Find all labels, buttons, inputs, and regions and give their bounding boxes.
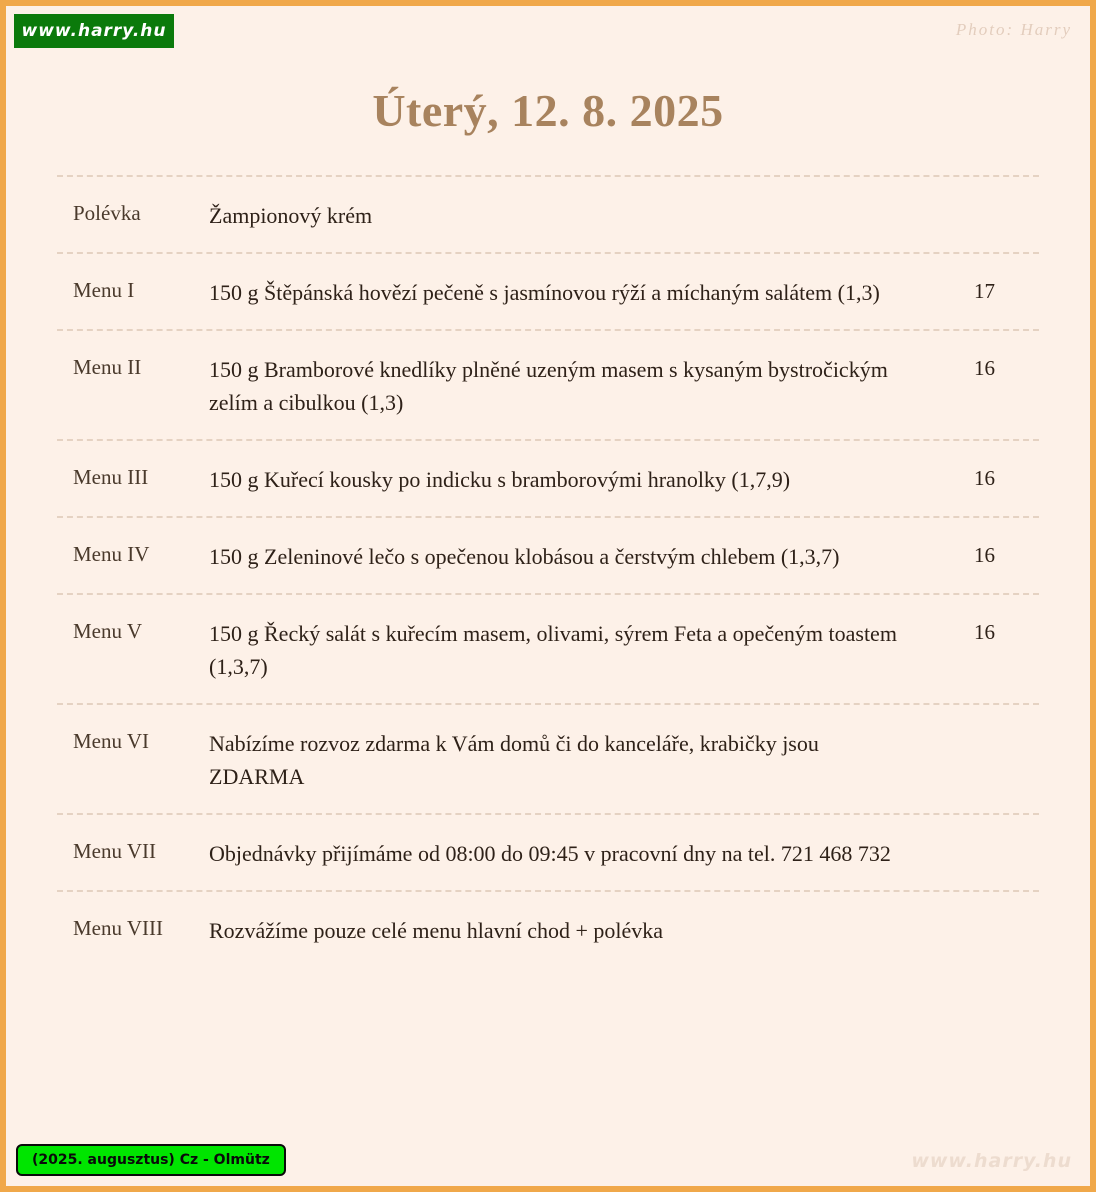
menu-item-description: Nabízíme rozvoz zdarma k Vám domů či do kanceláře, krabičky jsou ZDARMA	[209, 731, 819, 789]
table-row	[57, 252, 1039, 329]
menu-item-label: Menu VIII	[73, 916, 164, 940]
table-row	[57, 439, 1039, 516]
menu-item-description: 150 g Kuřecí kousky po indicku s bramborovými hranolky (1,7,9)	[209, 467, 791, 492]
menu-item-description: Žampionový krém	[209, 203, 373, 228]
table-row	[57, 329, 1039, 439]
menu-item-label: Menu II	[73, 355, 142, 379]
photo-credit-watermark: Photo: Harry	[955, 20, 1072, 39]
menu-item-description: 150 g Zeleninové lečo s opečenou klobásou a čerstvým chlebem (1,3,7)	[209, 544, 840, 569]
table-row	[57, 890, 1039, 967]
table-row	[57, 175, 1039, 252]
menu-item-price: 16	[974, 620, 995, 644]
menu-item-label: Polévka	[73, 201, 141, 225]
site-watermark-bottom-right: www.harry.hu	[911, 1150, 1072, 1172]
menu-item-description: 150 g Štěpánská hovězí pečeně s jasmínovou rýží a míchaným salátem (1,3)	[209, 280, 880, 305]
page-title: Úterý, 12. 8. 2025	[372, 85, 724, 136]
table-row	[57, 813, 1039, 890]
menu-item-label: Menu V	[73, 619, 143, 643]
menu-item-label: Menu VII	[73, 839, 157, 863]
menu-item-description: 150 g Řecký salát s kuřecím masem, olivami, sýrem Feta a opečeným toastem (1,3,7)	[209, 621, 897, 679]
menu-item-description: Rozvážíme pouze celé menu hlavní chod + polévka	[209, 918, 664, 943]
table-row	[57, 593, 1039, 703]
menu-item-price: 17	[974, 279, 995, 303]
menu-item-label: Menu III	[73, 465, 149, 489]
menu-item-price: 16	[974, 466, 995, 490]
menu-table	[57, 137, 1039, 967]
status-badge: (2025. augusztus) Cz - Olmütz	[16, 1144, 286, 1176]
menu-item-description: Objednávky přijímáme od 08:00 do 09:45 v pracovní dny na tel. 721 468 732	[209, 841, 891, 866]
menu-item-label: Menu I	[73, 278, 135, 302]
menu-item-label: Menu VI	[73, 729, 150, 753]
menu-item-price: 16	[974, 356, 995, 380]
menu-item-label: Menu IV	[73, 542, 150, 566]
menu-item-price: 16	[974, 543, 995, 567]
table-row	[57, 703, 1039, 813]
site-watermark-top-left: www.harry.hu	[14, 14, 174, 48]
menu-item-description: 150 g Bramborové knedlíky plněné uzeným masem s kysaným bystročickým zelím a cibulkou (1,3)	[209, 357, 888, 415]
table-row	[57, 516, 1039, 593]
